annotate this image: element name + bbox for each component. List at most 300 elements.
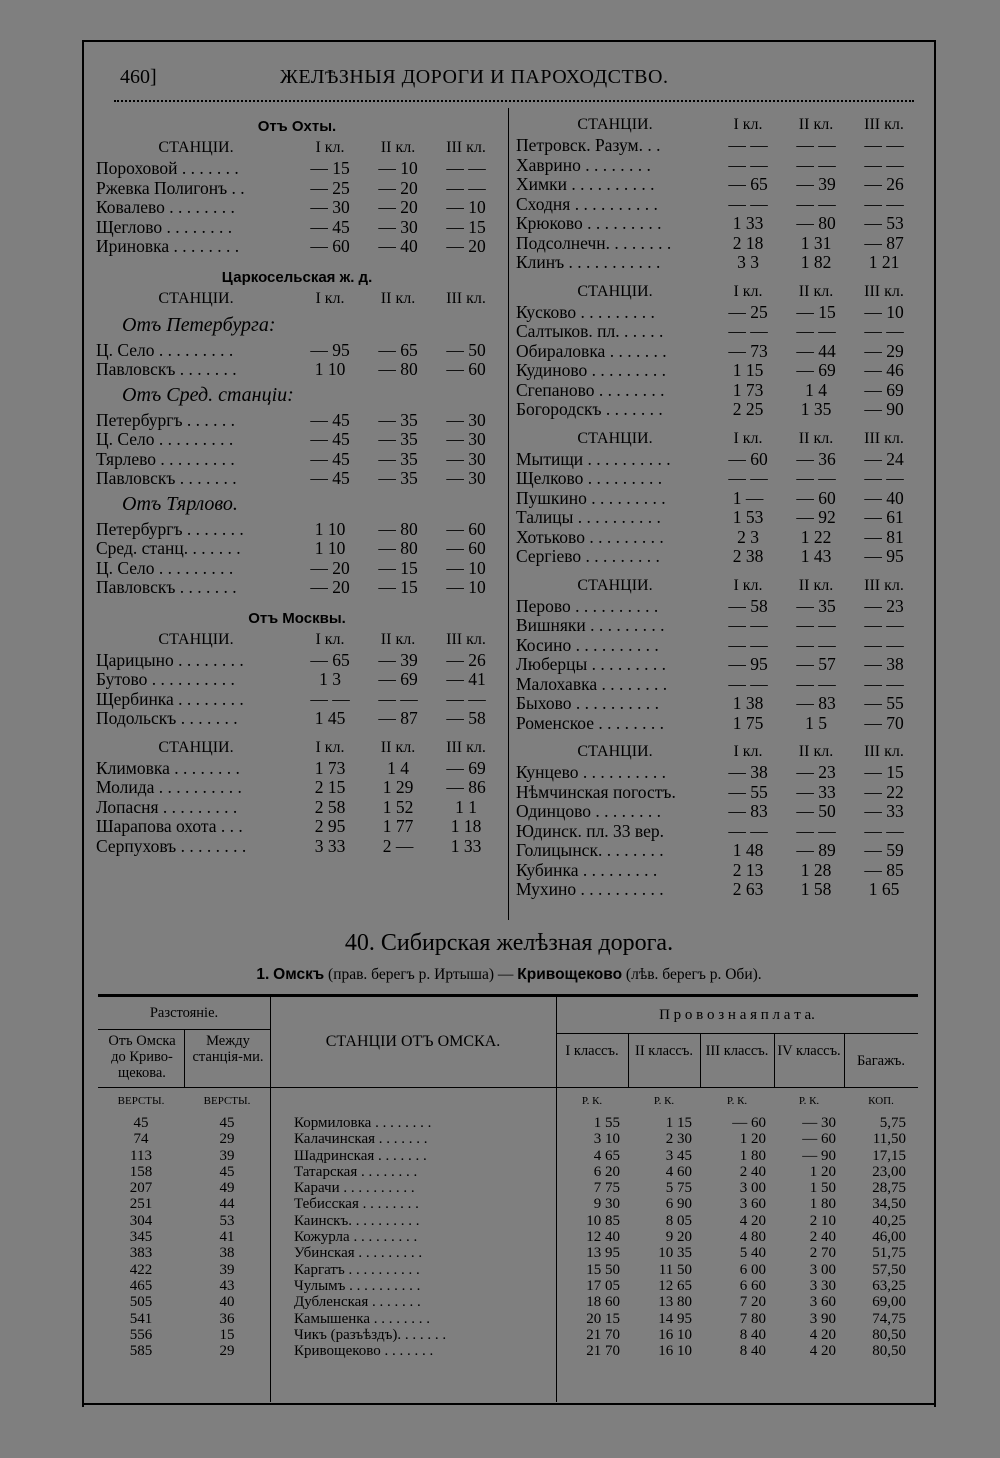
table-row xyxy=(96,520,498,540)
station-name: Щербинка . . . . . . . . xyxy=(96,689,244,709)
station-name: Голицынск. . . . . . . . xyxy=(516,841,664,860)
subsection-title: Отъ Петербурга: xyxy=(122,313,276,336)
between-cell: 45 xyxy=(219,1115,235,1131)
fare-class-1: — 83 xyxy=(728,801,768,821)
from_omsk-cell: 585 xyxy=(129,1343,153,1360)
fare-class-1: — — xyxy=(728,468,768,488)
station-name: Павловскъ . . . . . . . xyxy=(96,578,237,597)
stations-cell: Дубленская . . . . . . . xyxy=(294,1294,421,1311)
fare-class-3: — — xyxy=(864,135,904,155)
fare-class-1: 2 95 xyxy=(314,816,346,836)
fare-class-1: 1 10 xyxy=(314,538,346,558)
fare-class-3: 1 21 xyxy=(868,252,900,272)
from_omsk-cell: 465 xyxy=(129,1277,153,1294)
fare-class-2: 1 29 xyxy=(382,777,414,797)
station-name: Климовка . . . . . . . . xyxy=(96,758,240,778)
c4-cell: — 90 xyxy=(802,1147,836,1164)
fare-class-3: — — xyxy=(864,468,904,488)
c3-cell: 4 80 xyxy=(739,1229,766,1246)
stations-cell: Чулымъ . . . . . . . . . . xyxy=(294,1277,421,1294)
fare-class-3: — 87 xyxy=(864,232,904,253)
c3-cell: 4 20 xyxy=(739,1212,766,1229)
station-name: Подсолнечн. . . . . . . . xyxy=(516,233,672,253)
table-row xyxy=(96,817,498,837)
c1-cell: 13 95 xyxy=(586,1245,620,1262)
fare-class-2: 1 4 xyxy=(805,379,827,400)
fare-class-2: — — xyxy=(796,820,836,841)
stations-cell: Карачи . . . . . . . . . . xyxy=(294,1180,415,1197)
fare-class-3: 1 18 xyxy=(450,816,482,836)
unit-versts: ВЕРСТЫ. xyxy=(117,1095,165,1107)
fare-class-2: — 35 xyxy=(378,468,418,488)
table-row xyxy=(96,360,498,380)
header-class-1: I кл. xyxy=(315,630,345,648)
fare-class-3: — 61 xyxy=(864,507,904,527)
station-name: Бутово . . . . . . . . . . xyxy=(96,670,235,689)
station-name: Нѣмчинская погостъ. xyxy=(516,782,676,802)
table-row xyxy=(516,234,921,254)
subtitle-mid: (прав. берегъ р. Иртыша) — xyxy=(328,966,514,983)
c2-cell: 10 35 xyxy=(658,1245,692,1262)
fare-class-3: — 53 xyxy=(864,213,904,233)
fare-class-2: — 80 xyxy=(796,213,836,233)
fare-class-3: — 81 xyxy=(864,526,904,547)
table-header xyxy=(516,575,921,597)
c4-cell: 3 30 xyxy=(809,1277,836,1294)
fare-class-2: — — xyxy=(796,135,836,155)
table-header xyxy=(96,629,498,651)
fare-class-2: — 35 xyxy=(796,595,836,616)
fare-class-1: 1 — xyxy=(732,487,764,508)
baggage-cell: 28,75 xyxy=(872,1180,906,1197)
fare-class-2: — 15 xyxy=(378,577,418,597)
fare-class-1: — 30 xyxy=(310,197,350,217)
fare-class-1: 2 13 xyxy=(732,859,764,880)
fare-class-2: — — xyxy=(378,688,418,709)
stations-cell: Камышенка . . . . . . . . xyxy=(294,1310,430,1327)
fare-class-3: — 69 xyxy=(864,379,904,400)
header-class-3: III кл. xyxy=(864,282,904,300)
table-row xyxy=(96,198,498,218)
table-row xyxy=(96,430,498,450)
fare-class-1: — 65 xyxy=(728,174,768,194)
between-cell: 29 xyxy=(219,1343,235,1360)
station-name: Ржевка Полигонъ . . xyxy=(96,178,245,198)
c4-cell: 2 40 xyxy=(809,1229,836,1246)
stations-cell: Убинская . . . . . . . . . xyxy=(294,1245,423,1262)
fare-class-1: — — xyxy=(728,135,768,155)
station-group xyxy=(516,450,921,567)
table-row xyxy=(516,547,921,567)
table-row xyxy=(516,214,921,234)
fare-class-2: — 44 xyxy=(796,340,836,361)
fare-class-1: — — xyxy=(728,673,768,694)
station-name: Кусково . . . . . . . . . xyxy=(516,302,655,322)
station-name: Кубинка . . . . . . . . . xyxy=(516,860,658,880)
unit-rk: Р. К. xyxy=(581,1095,603,1107)
c4-cell: 4 20 xyxy=(809,1343,836,1360)
header-class-2: II кл. xyxy=(798,743,834,760)
baggage-cell: 34,50 xyxy=(872,1196,906,1213)
station-group xyxy=(516,597,921,734)
column-stations xyxy=(294,1115,556,1359)
header-class-3: III кл. xyxy=(864,576,904,594)
fare-class-1: — 45 xyxy=(310,468,350,488)
fare-class-1: — — xyxy=(728,615,768,635)
table-row xyxy=(516,675,921,695)
station-name: Обираловка . . . . . . . xyxy=(516,341,667,361)
fare-class-1: — — xyxy=(728,634,768,655)
between-cell: 39 xyxy=(219,1261,235,1278)
fare-class-1: 1 53 xyxy=(732,507,764,527)
page-number: 460] xyxy=(120,66,157,88)
station-name: Серпуховъ . . . . . . . . xyxy=(96,836,247,856)
fare-class-3: 1 65 xyxy=(868,879,900,899)
fare-class-2: — 30 xyxy=(378,216,418,237)
station-name: Химки . . . . . . . . . . xyxy=(516,175,655,194)
stations-cell: Шадринская . . . . . . . xyxy=(294,1147,427,1164)
table-row xyxy=(516,156,921,176)
fare-class-2: — 65 xyxy=(378,339,418,360)
station-name: Петровск. Разум. . . xyxy=(516,136,661,155)
c3-cell: 1 20 xyxy=(739,1131,766,1148)
table-row xyxy=(516,450,921,470)
fare-class-1: 1 45 xyxy=(314,708,346,728)
fare-class-1: 2 38 xyxy=(732,546,764,566)
header-class-2: II кл. xyxy=(380,289,416,307)
table-row xyxy=(96,690,498,710)
between-cell: 36 xyxy=(219,1310,235,1327)
header-class-3: III кл. xyxy=(446,738,486,756)
header-class-1: I кл. xyxy=(315,289,345,307)
fare-class-2: 1 58 xyxy=(800,879,832,899)
stations-cell: Каргатъ . . . . . . . . . . xyxy=(294,1261,420,1278)
c2-cell: 5 75 xyxy=(665,1180,692,1197)
table-row xyxy=(96,578,498,598)
station-name: Роменское . . . . . . . . xyxy=(516,713,665,733)
between-cell: 15 xyxy=(219,1326,235,1343)
c2-cell: 12 65 xyxy=(658,1277,692,1294)
from_omsk-cell: 505 xyxy=(129,1294,153,1311)
baggage-cell: 17,15 xyxy=(872,1147,906,1164)
station-name: Павловскъ . . . . . . . xyxy=(96,469,237,488)
table-header xyxy=(96,737,498,759)
fare-class-2: — 10 xyxy=(378,158,418,178)
header-stations: СТАНЦIИ. xyxy=(577,429,653,447)
stations-cell: Кормиловка . . . . . . . . xyxy=(294,1115,432,1131)
header-stations: СТАНЦIИ. xyxy=(577,282,653,300)
fare-class-2: — — xyxy=(796,468,836,488)
c1-cell: 6 20 xyxy=(593,1163,620,1180)
baggage-cell: 46,00 xyxy=(872,1229,906,1246)
header-class-2: II кл. xyxy=(798,282,834,300)
fare-class-3: — 10 xyxy=(446,577,486,597)
siberian-fare-table xyxy=(98,994,918,1402)
table-row xyxy=(516,508,921,528)
section-okhta-title: Отъ Охты. xyxy=(257,118,337,135)
table-row xyxy=(516,361,921,381)
fare-class-2: — 87 xyxy=(378,708,418,728)
fare-class-1: 2 25 xyxy=(732,399,764,419)
table-row xyxy=(516,528,921,548)
fare-class-2: — 89 xyxy=(796,840,836,860)
between-cell: 29 xyxy=(219,1131,235,1148)
header-class-3: III кл. xyxy=(864,429,904,447)
page-frame xyxy=(82,40,936,1407)
column-between xyxy=(184,1115,270,1359)
table-row xyxy=(516,195,921,215)
station-name: Ириновка . . . . . . . . xyxy=(96,237,240,256)
c2-cell: 4 60 xyxy=(665,1163,692,1180)
c3-cell: 8 40 xyxy=(739,1343,766,1360)
header-stations: СТАНЦIИ. xyxy=(158,289,234,307)
fare-class-1: — 95 xyxy=(310,339,350,360)
fare-class-2: — 36 xyxy=(796,448,836,469)
c3-cell: — 60 xyxy=(732,1115,766,1131)
fare-class-1: — 38 xyxy=(728,762,768,782)
fare-class-3: — 10 xyxy=(446,197,486,217)
fare-class-2: — — xyxy=(796,154,836,175)
c1-cell: 9 30 xyxy=(593,1196,620,1213)
c1-cell: 17 05 xyxy=(586,1277,620,1294)
fare-class-1: — 60 xyxy=(310,236,350,256)
header-class-2: II кл. xyxy=(798,116,834,133)
fare-class-1: — 45 xyxy=(310,409,350,430)
header-class-2: II кл. xyxy=(380,139,416,156)
from_omsk-cell: 422 xyxy=(129,1261,153,1278)
header-from-omsk: Отъ Омска до Криво-щекова. xyxy=(108,1033,176,1081)
fare-class-2: — 15 xyxy=(796,301,836,322)
station-name: Ц. Село . . . . . . . . . xyxy=(96,558,234,578)
unit-rk: Р. К. xyxy=(653,1095,675,1107)
baggage-cell: 74,75 xyxy=(872,1310,906,1327)
fare-class-2: — 20 xyxy=(378,177,418,198)
table-row xyxy=(96,159,498,179)
station-name: Петербургъ . . . . . . xyxy=(96,410,236,430)
station-name: Сергiево . . . . . . . . . xyxy=(516,547,660,566)
table-row xyxy=(96,651,498,671)
column-divider xyxy=(508,108,509,920)
fare-class-1: 1 10 xyxy=(314,359,346,379)
okhta-table xyxy=(96,159,498,257)
stations-cell: Калачинская . . . . . . . xyxy=(294,1131,428,1148)
c4-cell: 2 70 xyxy=(809,1245,836,1262)
subtitle-to: Кривощеково xyxy=(517,966,623,983)
header-fare: П р о в о з н а я п л а т а. xyxy=(659,1007,815,1023)
stations-cell: Кожурла . . . . . . . . . xyxy=(294,1229,418,1246)
fare-class-3: — 86 xyxy=(446,777,486,797)
station-name: Царицыно . . . . . . . . xyxy=(96,650,244,670)
from_omsk-cell: 304 xyxy=(129,1212,153,1229)
baggage-cell: 80,50 xyxy=(872,1326,906,1343)
fare-class-3: — 69 xyxy=(446,757,486,778)
column-class-4 xyxy=(774,1115,836,1359)
fare-class-3: — 20 xyxy=(446,236,486,256)
header-class-1: I кл. xyxy=(733,743,763,760)
header-stations: СТАНЦIИ. xyxy=(577,743,653,760)
between-cell: 53 xyxy=(219,1212,235,1229)
table-row xyxy=(96,341,498,361)
table-row xyxy=(96,469,498,489)
station-name: Крюково . . . . . . . . . xyxy=(516,214,662,233)
fare-class-2: — 35 xyxy=(378,448,418,469)
table-row xyxy=(96,179,498,199)
table-row xyxy=(516,694,921,714)
fare-class-3: — 50 xyxy=(446,339,486,360)
table-header xyxy=(516,428,921,450)
page-bottom-rule xyxy=(82,1403,936,1405)
fare-class-2: — 60 xyxy=(796,487,836,508)
fare-class-3: — — xyxy=(446,688,486,709)
fare-class-1: — 45 xyxy=(310,429,350,449)
station-name: Хаврино . . . . . . . . xyxy=(516,155,651,175)
station-name: Мухино . . . . . . . . . . xyxy=(516,880,664,899)
station-name: Кудиново . . . . . . . . . xyxy=(516,361,667,380)
station-name: Талицы . . . . . . . . . . xyxy=(516,508,661,527)
c1-cell: 1 55 xyxy=(593,1115,620,1131)
c4-cell: — 60 xyxy=(802,1131,836,1148)
moscow-table-1 xyxy=(96,651,498,729)
header-stations: СТАНЦIИ. xyxy=(577,576,653,594)
c2-cell: 16 10 xyxy=(658,1326,692,1343)
c2-cell: 9 20 xyxy=(665,1229,692,1246)
table-row xyxy=(96,559,498,579)
stations-cell: Каинскъ. . . . . . . . . . xyxy=(294,1212,420,1229)
fare-class-3: — — xyxy=(864,673,904,694)
c4-cell: 4 20 xyxy=(809,1326,836,1343)
c4-cell: 3 90 xyxy=(809,1310,836,1327)
table-row xyxy=(516,802,921,822)
fare-class-3: — — xyxy=(864,820,904,841)
station-group xyxy=(516,763,921,900)
from_omsk-cell: 556 xyxy=(129,1326,153,1343)
station-name: Быхово . . . . . . . . . . xyxy=(516,694,660,713)
table-row xyxy=(516,381,921,401)
fare-class-1: — 25 xyxy=(728,301,768,322)
table-row xyxy=(516,636,921,656)
fare-class-2: — — xyxy=(796,321,836,341)
c2-cell: 6 90 xyxy=(665,1196,692,1213)
table-row xyxy=(96,670,498,690)
header-class-3: III кл. xyxy=(446,139,486,156)
header-class-3: III классъ. xyxy=(705,1043,769,1059)
station-name: Перово . . . . . . . . . . xyxy=(516,596,659,616)
header-class-3: III кл. xyxy=(864,743,904,760)
station-group xyxy=(516,303,921,420)
fare-class-3: — 41 xyxy=(446,669,486,689)
fare-class-2: — 39 xyxy=(378,649,418,670)
c3-cell: 6 00 xyxy=(739,1261,766,1278)
stations-cell: Татарская . . . . . . . . xyxy=(294,1163,418,1180)
header-class-1: I кл. xyxy=(733,429,763,447)
fare-class-1: 2 58 xyxy=(314,796,346,817)
table-row xyxy=(516,841,921,861)
baggage-cell: 40,25 xyxy=(872,1212,906,1229)
fare-class-1: — — xyxy=(728,154,768,175)
station-name: Павловскъ . . . . . . . xyxy=(96,360,237,379)
header-class-1: I кл. xyxy=(733,116,763,133)
c3-cell: 3 00 xyxy=(739,1180,766,1197)
fare-class-2: — 57 xyxy=(796,654,836,674)
c1-cell: 15 50 xyxy=(586,1261,620,1278)
fare-class-2: 1 82 xyxy=(800,252,832,272)
fare-class-1: 1 75 xyxy=(732,712,764,733)
from_omsk-cell: 345 xyxy=(129,1229,153,1246)
fare-class-2: — 35 xyxy=(378,429,418,449)
table-row xyxy=(516,303,921,323)
table-row xyxy=(516,763,921,783)
fare-class-1: 1 38 xyxy=(732,693,764,713)
table-row xyxy=(516,616,921,636)
station-name: Лопасня . . . . . . . . . xyxy=(96,797,238,817)
station-name: Щеглово . . . . . . . . xyxy=(96,217,233,237)
station-name: Юдинск. пл. 33 вер. xyxy=(516,821,664,841)
from_omsk-cell: 113 xyxy=(130,1147,152,1164)
subsection-title: Отъ Сред. станцiи: xyxy=(122,383,294,406)
fare-class-2: — 83 xyxy=(796,693,836,713)
fare-class-3: — 33 xyxy=(864,801,904,821)
table-row xyxy=(516,136,921,156)
fare-class-2: — 15 xyxy=(378,557,418,578)
fare-class-3: — 30 xyxy=(446,429,486,449)
fare-class-1: 2 15 xyxy=(314,777,346,797)
fare-class-3: — 10 xyxy=(864,301,904,322)
station-name: Одинцово . . . . . . . . xyxy=(516,802,662,821)
baggage-cell: 23,00 xyxy=(872,1163,906,1180)
unit-versts: ВЕРСТЫ. xyxy=(203,1095,251,1107)
table-row xyxy=(96,709,498,729)
table-row xyxy=(96,798,498,818)
table-row xyxy=(96,218,498,238)
fare-class-2: — — xyxy=(796,634,836,655)
column-from-omsk xyxy=(98,1115,184,1359)
table-row xyxy=(96,237,498,257)
between-cell: 40 xyxy=(219,1294,235,1311)
fare-class-1: 1 33 xyxy=(732,213,764,233)
fare-class-3: — 70 xyxy=(864,712,904,733)
header-baggage: Багажъ. xyxy=(856,1053,906,1069)
fare-class-3: — 15 xyxy=(446,216,486,237)
c2-cell: 13 80 xyxy=(658,1294,692,1311)
fare-class-3: — 60 xyxy=(446,359,486,379)
station-name: Вишняки . . . . . . . . . xyxy=(516,616,665,635)
between-cell: 41 xyxy=(219,1229,235,1246)
fare-class-2: 1 4 xyxy=(387,757,409,778)
fare-class-1: — 60 xyxy=(728,448,768,469)
table-row xyxy=(96,759,498,779)
fare-class-2: 1 52 xyxy=(382,796,414,817)
fare-class-3: — 15 xyxy=(864,762,904,782)
c2-cell: 16 10 xyxy=(658,1343,692,1360)
header-stations: СТАНЦIИ. xyxy=(158,139,234,156)
header-stations: СТАНЦIИ ОТЪ ОМСКА. xyxy=(325,1033,501,1050)
baggage-cell: 57,50 xyxy=(872,1261,906,1278)
station-name: Хотьково . . . . . . . . . xyxy=(516,527,664,547)
table-row xyxy=(516,489,921,509)
baggage-cell: 80,50 xyxy=(872,1343,906,1360)
table-row xyxy=(516,400,921,420)
header-stations: СТАНЦIИ. xyxy=(158,738,234,756)
fare-class-1: 1 10 xyxy=(314,518,346,539)
c2-cell: 2 30 xyxy=(665,1131,692,1148)
subtitle-number: 1. xyxy=(256,966,270,983)
page-title: ЖЕЛѢЗНЫЯ ДОРОГИ И ПАРОХОДСТВО. xyxy=(280,66,669,88)
c1-cell: 20 15 xyxy=(586,1310,620,1327)
baggage-cell: 51,75 xyxy=(872,1245,906,1262)
header-between: Между станцiя-ми. xyxy=(192,1033,264,1065)
station-name: Мытищи . . . . . . . . . . xyxy=(516,449,671,469)
fare-class-3: — 24 xyxy=(864,448,904,469)
